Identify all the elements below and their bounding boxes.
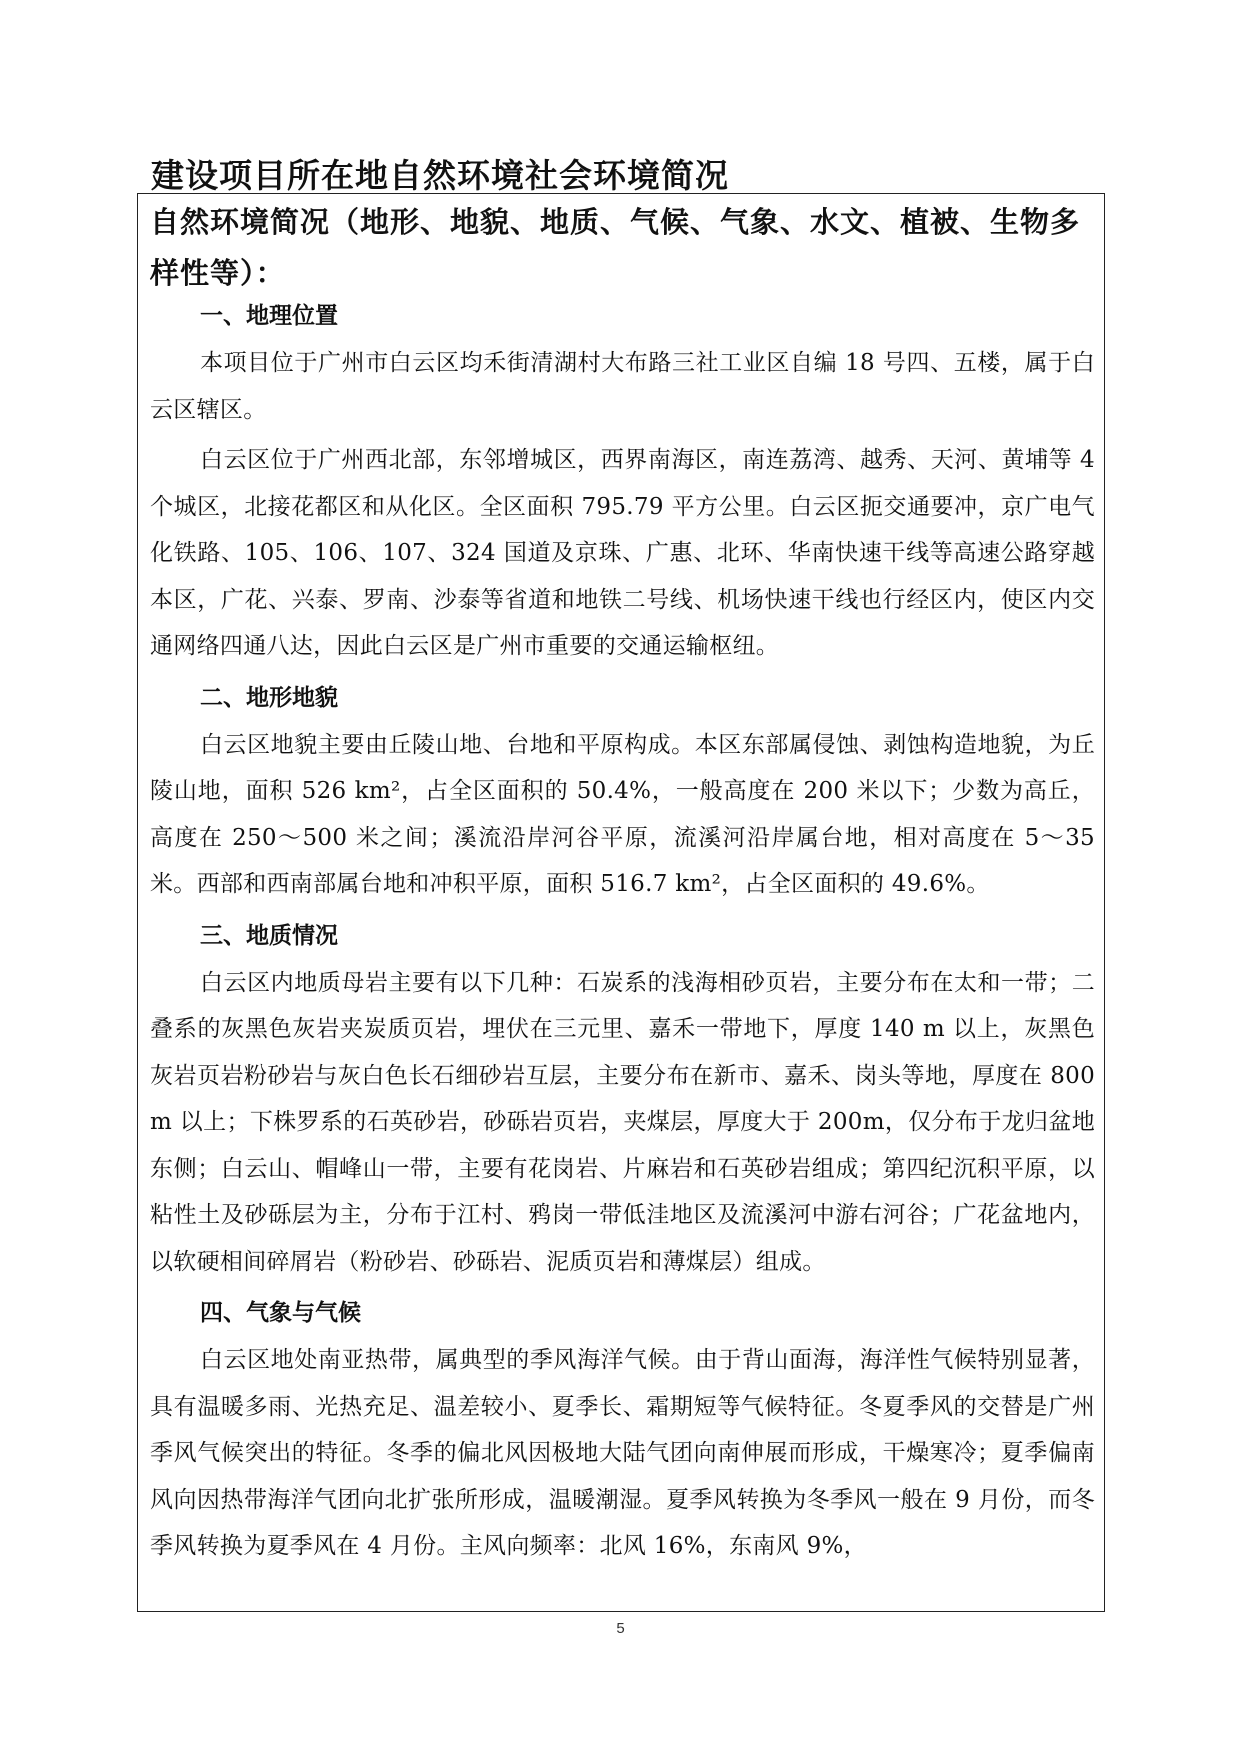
section-header: 自然环境简况（地形、地貌、地质、气候、气象、水文、植被、生物多样性等）：	[150, 205, 1081, 290]
paragraph: 本项目位于广州市白云区均禾街清湖村大布路三社工业区自编 18 号四、五楼，属于白云区辖区。	[150, 350, 1095, 423]
heading-geology: 三、地质情况	[200, 922, 338, 949]
heading-climate: 四、气象与气候	[200, 1300, 361, 1326]
paragraph: 白云区位于广州西北部，东邻增城区，西界南海区，南连荔湾、越秀、天河、黄埔等 4 个城区，北接花都区和从化区。全区面积 795.79 平方公里。白云区扼交通要冲，京广电气化铁路、105、106、107、324 国道及京珠、广惠、北环、华南快速干线等高速公路穿越本区，广花、兴泰、罗南、沙泰等省道和地铁二号线、机场快速干线也行经区内，使区内交通网络四通八达，因此白云区是广州市重要的交通运输枢纽。	[150, 447, 1095, 659]
document-title: 建设项目所在地自然环境社会环境简况	[151, 156, 729, 195]
content-body	[150, 292, 1095, 1574]
paragraph: 白云区地貌主要由丘陵山地、台地和平原构成。本区东部属侵蚀、剥蚀构造地貌，为丘陵山地，面积 526 km²，占全区面积的 50.4%，一般高度在 200 米以下；少数为高丘，高度在 250～500 米之间；溪流沿岸河谷平原，流溪河沿岸属台地，相对高度在 5～35 米。西部和西南部属台地和冲积平原，面积 516.7 km²，占全区面积的 49.6%。	[150, 731, 1095, 897]
paragraph: 白云区地处南亚热带，属典型的季风海洋气候。由于背山面海，海洋性气候特别显著，具有温暖多雨、光热充足、温差较小、夏季长、霜期短等气候特征。冬夏季风的交替是广州季风气候突出的特征。冬季的偏北风因极地大陆气团向南伸展而形成，干燥寒冷；夏季偏南风向因热带海洋气团向北扩张所形成，温暖潮湿。夏季风转换为冬季风一般在 9 月份，而冬季风转换为夏季风在 4 月份。主风向频率：北风 16%，东南风 9%，	[150, 1347, 1095, 1559]
page-number: 5	[616, 1620, 625, 1637]
heading-terrain: 二、地形地貌	[200, 684, 338, 711]
paragraph: 白云区内地质母岩主要有以下几种：石炭系的浅海相砂页岩，主要分布在太和一带；二叠系的灰黑色灰岩夹炭质页岩，埋伏在三元里、嘉禾一带地下，厚度 140 m 以上，灰黑色灰岩页岩粉砂岩与灰白色长石细砂岩互层，主要分布在新市、嘉禾、岗头等地，厚度在 800 m 以上；下株罗系的石英砂岩，砂砾岩页岩，夹煤层，厚度大于 200m，仅分布于龙归盆地东侧；白云山、帽峰山一带，主要有花岗岩、片麻岩和石英砂岩组成；第四纪沉积平原，以粘性土及砂砾层为主，分布于江村、鸦岗一带低洼地区及流溪河中游右河谷；广花盆地内，以软硬相间碎屑岩（粉砂岩、砂砾岩、泥质页岩和薄煤层）组成。	[150, 969, 1095, 1275]
heading-location: 一、地理位置	[200, 303, 338, 329]
